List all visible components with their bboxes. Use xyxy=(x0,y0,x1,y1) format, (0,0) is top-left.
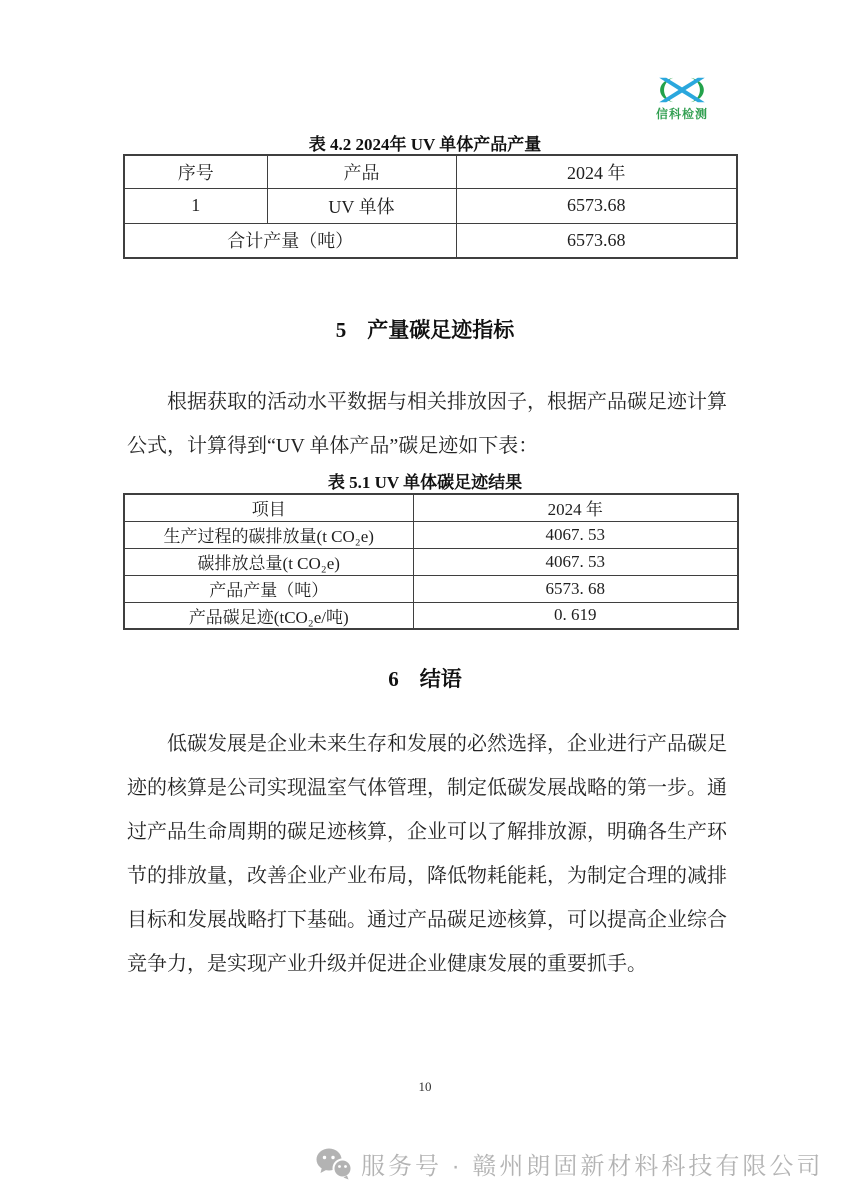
table-row xyxy=(124,521,738,548)
table-header-cell: 序号 xyxy=(124,155,267,188)
table-row xyxy=(124,223,737,258)
page-number: 10 xyxy=(418,1079,432,1094)
table-row xyxy=(124,155,737,188)
table-cell: 0. 619 xyxy=(413,602,738,629)
table-5-1-caption: 表 5.1 UV 单体碳足迹结果 xyxy=(327,473,523,492)
footer-watermark xyxy=(316,1146,823,1181)
table-row xyxy=(124,188,737,223)
table-cell: 6573. 68 xyxy=(413,575,738,602)
table-cell: 碳排放总量(t CO₂e) xyxy=(124,548,413,575)
table-cell: UV 单体 xyxy=(267,188,456,223)
company-logo-text: 信科检测 xyxy=(655,107,708,121)
company-logo-icon xyxy=(653,76,711,104)
table-cell: 产品产量（吨） xyxy=(124,575,413,602)
section-5-paragraph: 根据获取的活动水平数据与相关排放因子，根据产品碳足迹计算公式，计算得到“UV 单体产品”碳足迹如下表： xyxy=(127,391,727,457)
section-5-heading: 5 产量碳足迹指标 xyxy=(335,318,515,342)
table-header-cell: 2024 年 xyxy=(456,155,737,188)
table-cell: 6573.68 xyxy=(456,188,737,223)
table-header-cell: 产品 xyxy=(267,155,456,188)
table-row xyxy=(124,494,738,521)
table-cell: 1 xyxy=(124,188,267,223)
table-5-1 xyxy=(123,493,739,630)
table-4-2-caption: 表 4.2 2024年 UV 单体产品产量 xyxy=(308,135,542,154)
table-cell: 生产过程的碳排放量(t CO₂e) xyxy=(124,521,413,548)
table-header-cell: 2024 年 xyxy=(413,494,738,521)
table-header-cell: 项目 xyxy=(124,494,413,521)
table-row xyxy=(124,602,738,629)
section-6-paragraph: 低碳发展是企业未来生存和发展的必然选择，企业进行产品碳足迹的核算是公司实现温室气体管理，制定低碳发展战略的第一步。通过产品生命周期的碳足迹核算，企业可以了解排放源，明确各生产环节的排放量，改善企业产业布局，降低物耗能耗，为制定合理的减排目标和发展战略打下基础。通过产品碳足迹核算，可以提高企业综合竞争力，是实现产业升级并促进企业健康发展的重要抓手。 xyxy=(127,733,727,975)
table-cell: 4067. 53 xyxy=(413,548,738,575)
table-total-label-cell: 合计产量（吨） xyxy=(124,223,456,258)
table-cell: 4067. 53 xyxy=(413,521,738,548)
wechat-icon xyxy=(316,1147,352,1180)
table-row xyxy=(124,548,738,575)
table-total-value-cell: 6573.68 xyxy=(456,223,737,258)
section-6-heading: 6 结语 xyxy=(388,667,462,691)
table-4-2 xyxy=(123,154,738,259)
table-cell: 产品碳足迹(tCO₂e/吨) xyxy=(124,602,413,629)
table-row xyxy=(124,575,738,602)
footer-watermark-text: 服务号 · 赣州朗固新材料科技有限公司 xyxy=(361,1153,824,1180)
company-logo xyxy=(650,76,714,122)
